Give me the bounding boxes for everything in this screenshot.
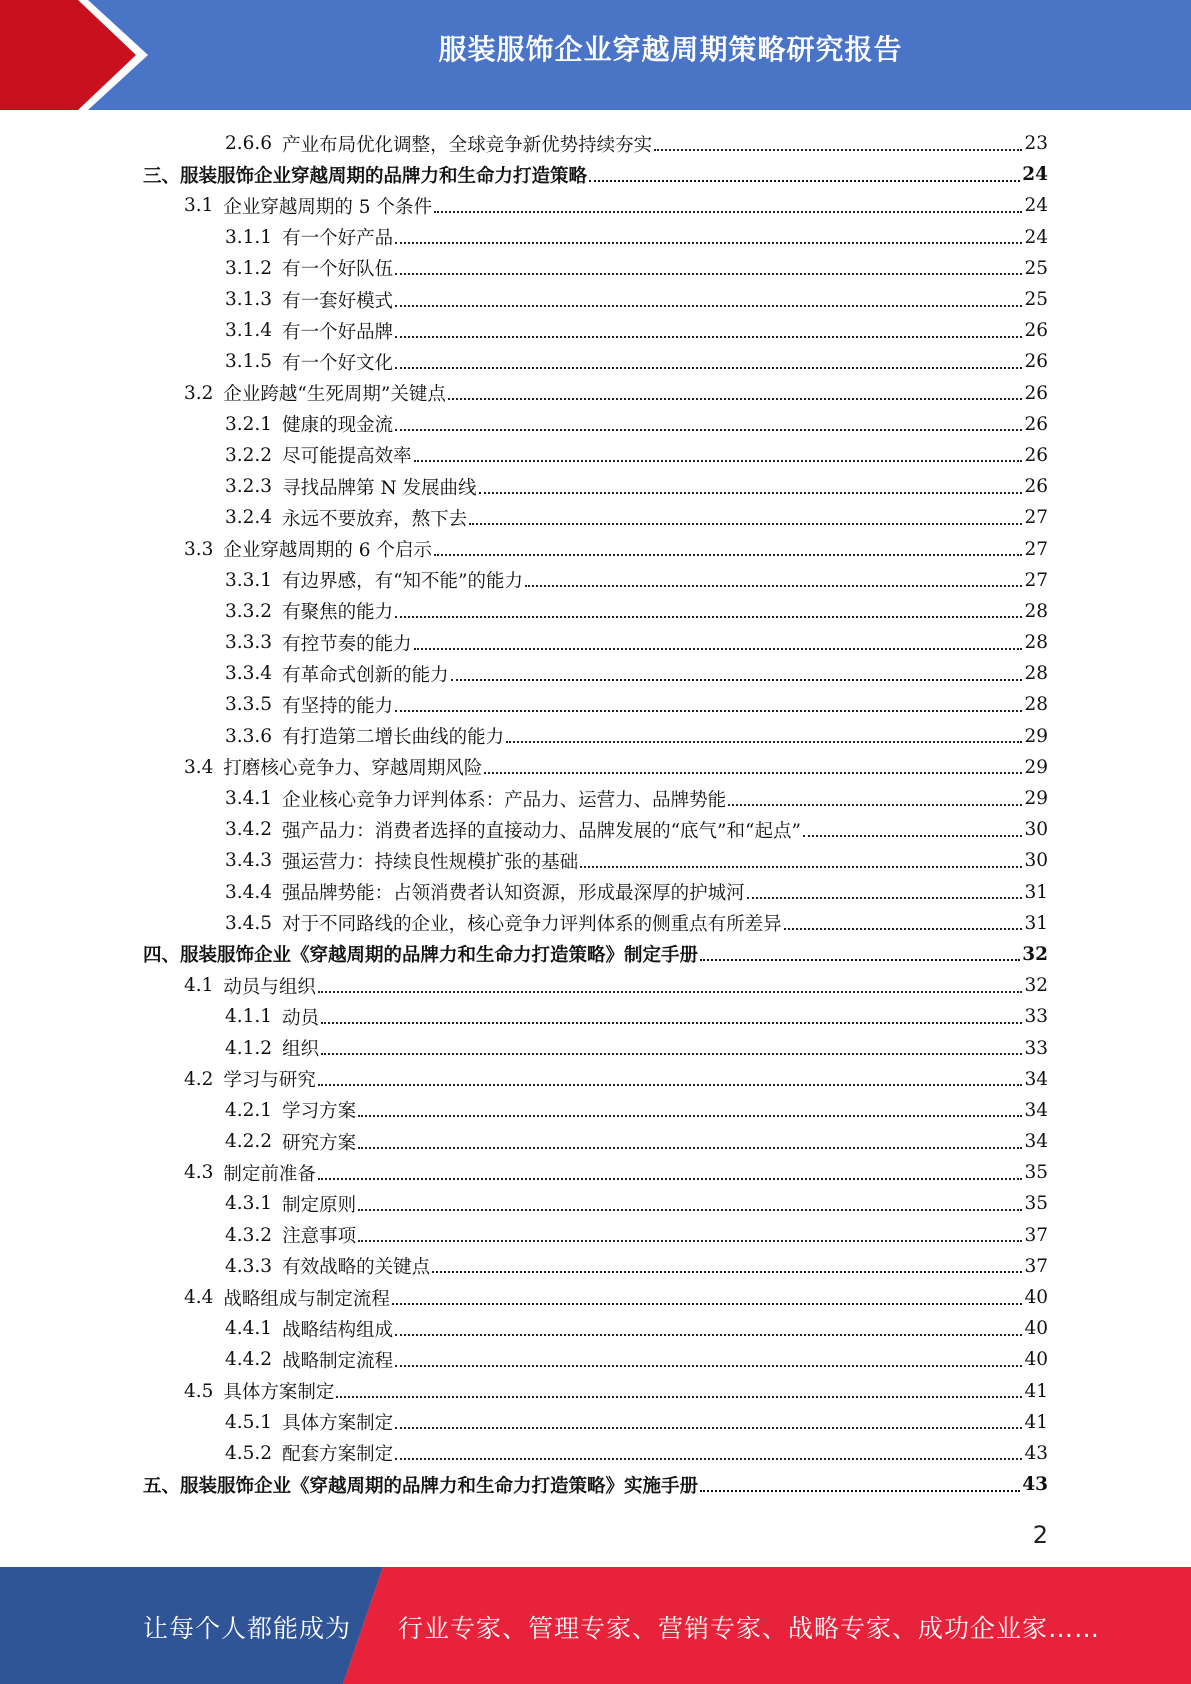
toc-entry-title: 组织 <box>282 1039 320 1061</box>
toc-entry-number: 3.1.5 <box>225 351 273 373</box>
toc-entry-page: 31 <box>1024 881 1048 903</box>
toc-entry[interactable] <box>0 128 1048 159</box>
toc-dot-leader <box>414 648 1023 650</box>
toc-dot-leader <box>321 1022 1022 1024</box>
toc-dot-leader <box>358 1115 1022 1117</box>
toc-entry-number: 4.5 <box>184 1380 214 1402</box>
toc-entry-number: 3.2.3 <box>225 476 273 498</box>
toc-entry[interactable] <box>0 814 1048 845</box>
toc-entry-page: 26 <box>1024 382 1048 404</box>
toc-entry[interactable] <box>0 440 1048 471</box>
toc-entry-number: 3.4.4 <box>225 881 273 903</box>
page-header <box>0 0 1191 110</box>
toc-entry-title: 战略结构组成 <box>282 1319 394 1341</box>
toc-entry-number: 3.4.3 <box>225 850 273 872</box>
toc-entry-number: 4.3.2 <box>225 1224 273 1246</box>
toc-dot-leader <box>395 273 1022 275</box>
toc-entry-number: 4.3 <box>184 1162 214 1184</box>
toc-entry-number: 4.3.3 <box>225 1255 273 1277</box>
toc-entry-page: 32 <box>1024 975 1048 997</box>
toc-entry-page: 29 <box>1024 788 1048 810</box>
toc-entry-page: 24 <box>1024 226 1048 248</box>
toc-entry-title: 永远不要放弃，熬下去 <box>282 508 468 530</box>
toc-entry-title: 有一个好品牌 <box>282 321 394 343</box>
toc-entry-title: 企业穿越周期的 5 个条件 <box>223 196 432 218</box>
toc-entry[interactable] <box>0 1251 1048 1282</box>
toc-entry[interactable] <box>0 939 1048 970</box>
toc-entry-title: 对于不同路线的企业，核心竞争力评判体系的侧重点有所差异 <box>282 914 782 936</box>
toc-entry-number: 4.1 <box>184 975 214 997</box>
toc-entry-title: 动员与组织 <box>223 976 316 998</box>
toc-entry-title: 学习与研究 <box>223 1070 316 1092</box>
toc-entry-title: 有革命式创新的能力 <box>282 664 449 686</box>
toc-entry-title: 有一套好模式 <box>282 290 394 312</box>
toc-entry[interactable] <box>0 159 1048 190</box>
toc-entry-title: 有一个好产品 <box>282 228 394 250</box>
toc-entry-number: 4.4 <box>184 1287 214 1309</box>
toc-entry-number: 4.5.2 <box>225 1442 273 1464</box>
toc-dot-leader <box>448 398 1023 400</box>
toc-entry-page: 32 <box>1022 943 1048 965</box>
toc-entry-title: 制定原则 <box>282 1194 357 1216</box>
toc-dot-leader <box>395 1334 1022 1336</box>
toc-dot-leader <box>318 1084 1023 1086</box>
toc-entry-title: 有坚持的能力 <box>282 695 394 717</box>
toc-dot-leader <box>589 180 1020 182</box>
toc-entry-title: 尽可能提高效率 <box>282 446 412 468</box>
toc-dot-leader <box>395 336 1022 338</box>
toc-dot-leader <box>321 1053 1022 1055</box>
toc-entry[interactable] <box>0 1220 1048 1251</box>
toc-dot-leader <box>434 554 1022 556</box>
toc-entry-number: 2.6.6 <box>225 133 273 155</box>
table-of-contents <box>0 128 1191 1500</box>
toc-dot-leader <box>728 804 1022 806</box>
toc-entry-title: 动员 <box>282 1007 320 1029</box>
toc-entry[interactable] <box>0 689 1048 720</box>
toc-entry-page: 34 <box>1024 1099 1048 1121</box>
toc-entry-page: 37 <box>1024 1255 1048 1277</box>
toc-dot-leader <box>432 1271 1022 1273</box>
toc-entry[interactable] <box>0 877 1048 908</box>
toc-entry-number: 4.2.2 <box>225 1131 273 1153</box>
toc-entry[interactable] <box>0 752 1048 783</box>
report-title: 服装服饰企业穿越周期策略研究报告 <box>438 33 903 66</box>
toc-entry[interactable] <box>0 627 1048 658</box>
toc-dot-leader <box>395 429 1022 431</box>
toc-entry-number: 4.2.1 <box>225 1099 273 1121</box>
toc-entry[interactable] <box>0 222 1048 253</box>
toc-entry-page: 28 <box>1024 694 1048 716</box>
toc-dot-leader <box>318 1178 1023 1180</box>
toc-entry-page: 26 <box>1024 413 1048 435</box>
toc-entry-number: 3.4.1 <box>225 788 273 810</box>
toc-entry-number: 3.3.6 <box>225 725 273 747</box>
toc-entry-page: 40 <box>1024 1287 1048 1309</box>
toc-entry-title: 有边界感，有“知不能”的能力 <box>282 571 523 593</box>
toc-entry-page: 29 <box>1024 756 1048 778</box>
toc-entry-number: 3.3.1 <box>225 569 273 591</box>
toc-dot-leader <box>525 585 1022 587</box>
toc-dot-leader <box>654 149 1022 151</box>
toc-entry-title: 产业布局优化调整，全球竞争新优势持续夯实 <box>282 134 653 156</box>
toc-entry-page: 25 <box>1024 257 1048 279</box>
toc-entry-title: 强品牌势能：占领消费者认知资源，形成最深厚的护城河 <box>282 883 745 905</box>
toc-entry-number: 4.1.1 <box>225 1006 273 1028</box>
toc-dot-leader <box>395 367 1022 369</box>
toc-dot-leader <box>395 242 1022 244</box>
toc-entry-page: 30 <box>1024 850 1048 872</box>
toc-entry[interactable] <box>0 783 1048 814</box>
toc-entry-page: 24 <box>1024 195 1048 217</box>
toc-entry-number: 4.1.2 <box>225 1037 273 1059</box>
toc-entry-title: 研究方案 <box>282 1132 357 1154</box>
toc-entry-title: 有聚焦的能力 <box>282 602 394 624</box>
toc-entry[interactable] <box>0 378 1048 409</box>
toc-entry-title: 三、服装服饰企业穿越周期的品牌力和生命力打造策略 <box>143 165 588 187</box>
toc-entry-page: 37 <box>1024 1224 1048 1246</box>
toc-entry-page: 24 <box>1022 164 1048 186</box>
toc-entry-title: 具体方案制定 <box>282 1413 394 1435</box>
toc-entry-page: 23 <box>1024 133 1048 155</box>
toc-dot-leader <box>336 1396 1022 1398</box>
toc-dot-leader <box>395 616 1022 618</box>
toc-dot-leader <box>395 305 1022 307</box>
toc-entry[interactable] <box>0 1282 1048 1313</box>
toc-entry-page: 30 <box>1024 819 1048 841</box>
toc-entry-page: 27 <box>1024 569 1048 591</box>
toc-entry[interactable] <box>0 845 1048 876</box>
toc-dot-leader <box>700 1490 1020 1492</box>
toc-entry-number: 4.4.2 <box>225 1349 273 1371</box>
toc-entry[interactable] <box>0 346 1048 377</box>
toc-entry-page: 27 <box>1024 507 1048 529</box>
toc-entry-number: 3.1.4 <box>225 320 273 342</box>
toc-entry-title: 有效战略的关键点 <box>282 1257 431 1279</box>
toc-entry-number: 3.1 <box>184 195 214 217</box>
toc-entry-page: 40 <box>1024 1349 1048 1371</box>
toc-entry-number: 4.4.1 <box>225 1318 273 1340</box>
toc-entry-page: 26 <box>1024 444 1048 466</box>
toc-dot-leader <box>358 1147 1022 1149</box>
toc-entry[interactable] <box>0 1469 1048 1500</box>
toc-entry[interactable] <box>0 1438 1048 1469</box>
toc-entry[interactable] <box>0 970 1048 1001</box>
toc-entry[interactable] <box>0 1001 1048 1032</box>
toc-entry-number: 3.1.1 <box>225 226 273 248</box>
toc-entry[interactable] <box>0 565 1048 596</box>
toc-dot-leader <box>414 460 1023 462</box>
toc-entry-number: 3.2.1 <box>225 413 273 435</box>
toc-entry[interactable] <box>0 1344 1048 1375</box>
toc-entry[interactable] <box>0 502 1048 533</box>
toc-entry[interactable] <box>0 315 1048 346</box>
toc-entry-title: 战略制定流程 <box>282 1350 394 1372</box>
toc-entry[interactable] <box>0 409 1048 440</box>
toc-entry-page: 41 <box>1024 1411 1048 1433</box>
toc-dot-leader <box>318 991 1023 993</box>
toc-dot-leader <box>506 741 1022 743</box>
toc-entry-page: 34 <box>1024 1131 1048 1153</box>
toc-entry-page: 26 <box>1024 320 1048 342</box>
toc-entry-page: 31 <box>1024 912 1048 934</box>
toc-entry-number: 4.5.1 <box>225 1411 273 1433</box>
toc-entry-page: 25 <box>1024 289 1048 311</box>
toc-entry-page: 35 <box>1024 1193 1048 1215</box>
toc-entry-title: 战略组成与制定流程 <box>223 1288 390 1310</box>
toc-dot-leader <box>358 1209 1022 1211</box>
toc-entry[interactable] <box>0 533 1048 564</box>
toc-entry-page: 28 <box>1024 663 1048 685</box>
toc-entry[interactable] <box>0 1032 1048 1063</box>
toc-dot-leader <box>395 1458 1022 1460</box>
footer-slogan-right: 行业专家、管理专家、营销专家、战略专家、成功企业家…… <box>398 1614 1101 1643</box>
toc-entry-page: 27 <box>1024 538 1048 560</box>
toc-entry[interactable] <box>0 1188 1048 1219</box>
toc-entry[interactable] <box>0 471 1048 502</box>
toc-dot-leader <box>469 523 1022 525</box>
toc-entry[interactable] <box>0 1407 1048 1438</box>
toc-entry-page: 26 <box>1024 476 1048 498</box>
toc-entry-page: 34 <box>1024 1068 1048 1090</box>
toc-entry-title: 健康的现金流 <box>282 415 394 437</box>
toc-dot-leader <box>395 710 1022 712</box>
toc-entry[interactable] <box>0 253 1048 284</box>
toc-entry-title: 有一个好文化 <box>282 352 394 374</box>
footer-slogan-left: 让每个人都能成为 <box>143 1614 352 1643</box>
toc-entry-title: 企业核心竞争力评判体系：产品力、运营力、品牌势能 <box>282 789 727 811</box>
toc-entry-number: 3.1.2 <box>225 257 273 279</box>
toc-entry-title: 有控节奏的能力 <box>282 633 412 655</box>
toc-dot-leader <box>392 1303 1023 1305</box>
toc-entry-title: 注意事项 <box>282 1226 357 1248</box>
toc-entry-page: 28 <box>1024 600 1048 622</box>
toc-entry-number: 3.3.4 <box>225 663 273 685</box>
toc-entry-number: 3.3.2 <box>225 600 273 622</box>
toc-dot-leader <box>700 959 1020 961</box>
page-footer <box>0 1567 1191 1684</box>
toc-entry-title: 四、服装服饰企业《穿越周期的品牌力和生命力打造策略》制定手册 <box>143 945 699 967</box>
toc-entry-title: 具体方案制定 <box>223 1382 335 1404</box>
toc-entry-page: 28 <box>1024 632 1048 654</box>
toc-entry-number: 4.3.1 <box>225 1193 273 1215</box>
toc-entry-title: 学习方案 <box>282 1101 357 1123</box>
toc-entry-page: 35 <box>1024 1162 1048 1184</box>
toc-entry-number: 3.2.2 <box>225 444 273 466</box>
toc-dot-leader <box>451 679 1023 681</box>
toc-entry[interactable] <box>0 658 1048 689</box>
toc-entry[interactable] <box>0 284 1048 315</box>
toc-dot-leader <box>358 1240 1022 1242</box>
toc-entry-title: 有打造第二增长曲线的能力 <box>282 727 505 749</box>
toc-entry-title: 打磨核心竞争力、穿越周期风险 <box>223 758 483 780</box>
toc-entry-number: 3.4.5 <box>225 912 273 934</box>
toc-entry-number: 3.1.3 <box>225 289 273 311</box>
toc-entry-title: 制定前准备 <box>223 1163 316 1185</box>
toc-dot-leader <box>484 772 1022 774</box>
toc-entry[interactable] <box>0 596 1048 627</box>
toc-entry-title: 有一个好队伍 <box>282 259 394 281</box>
toc-entry-title: 企业跨越“生死周期”关键点 <box>223 384 446 406</box>
toc-dot-leader <box>479 492 1023 494</box>
toc-entry-title: 强产品力：消费者选择的直接动力、品牌发展的“底气”和“起点” <box>282 820 801 842</box>
page-number: 2 <box>1032 1521 1048 1549</box>
toc-entry-number: 3.3.5 <box>225 694 273 716</box>
toc-entry-page: 26 <box>1024 351 1048 373</box>
toc-dot-leader <box>747 897 1023 899</box>
toc-entry[interactable] <box>0 1376 1048 1407</box>
toc-entry-title: 五、服装服饰企业《穿越周期的品牌力和生命力打造策略》实施手册 <box>143 1475 699 1497</box>
toc-entry-page: 43 <box>1022 1474 1048 1496</box>
toc-entry-page: 29 <box>1024 725 1048 747</box>
toc-entry[interactable] <box>0 1126 1048 1157</box>
toc-entry-title: 企业穿越周期的 6 个启示 <box>223 540 432 562</box>
toc-entry-page: 43 <box>1024 1442 1048 1464</box>
toc-dot-leader <box>580 866 1022 868</box>
toc-entry-page: 41 <box>1024 1380 1048 1402</box>
toc-entry[interactable] <box>0 1095 1048 1126</box>
toc-entry[interactable] <box>0 721 1048 752</box>
toc-entry-number: 3.2 <box>184 382 214 404</box>
toc-entry-page: 40 <box>1024 1318 1048 1340</box>
toc-entry-number: 3.4 <box>184 756 214 778</box>
toc-entry-number: 3.3.3 <box>225 632 273 654</box>
toc-entry-number: 3.3 <box>184 538 214 560</box>
toc-entry-page: 33 <box>1024 1037 1048 1059</box>
toc-entry-number: 3.2.4 <box>225 507 273 529</box>
toc-dot-leader <box>434 211 1022 213</box>
toc-entry-number: 4.2 <box>184 1068 214 1090</box>
toc-entry-title: 寻找品牌第 N 发展曲线 <box>282 477 477 499</box>
toc-dot-leader <box>395 1365 1022 1367</box>
toc-entry[interactable] <box>0 908 1048 939</box>
toc-entry[interactable] <box>0 190 1048 221</box>
toc-entry-page: 33 <box>1024 1006 1048 1028</box>
toc-entry[interactable] <box>0 1157 1048 1188</box>
toc-entry[interactable] <box>0 1313 1048 1344</box>
toc-dot-leader <box>395 1427 1022 1429</box>
toc-entry-title: 配套方案制定 <box>282 1444 394 1466</box>
toc-entry-number: 3.4.2 <box>225 819 273 841</box>
toc-dot-leader <box>803 835 1023 837</box>
toc-entry[interactable] <box>0 1064 1048 1095</box>
toc-dot-leader <box>784 928 1023 930</box>
toc-entry-title: 强运营力：持续良性规模扩张的基础 <box>282 851 579 873</box>
